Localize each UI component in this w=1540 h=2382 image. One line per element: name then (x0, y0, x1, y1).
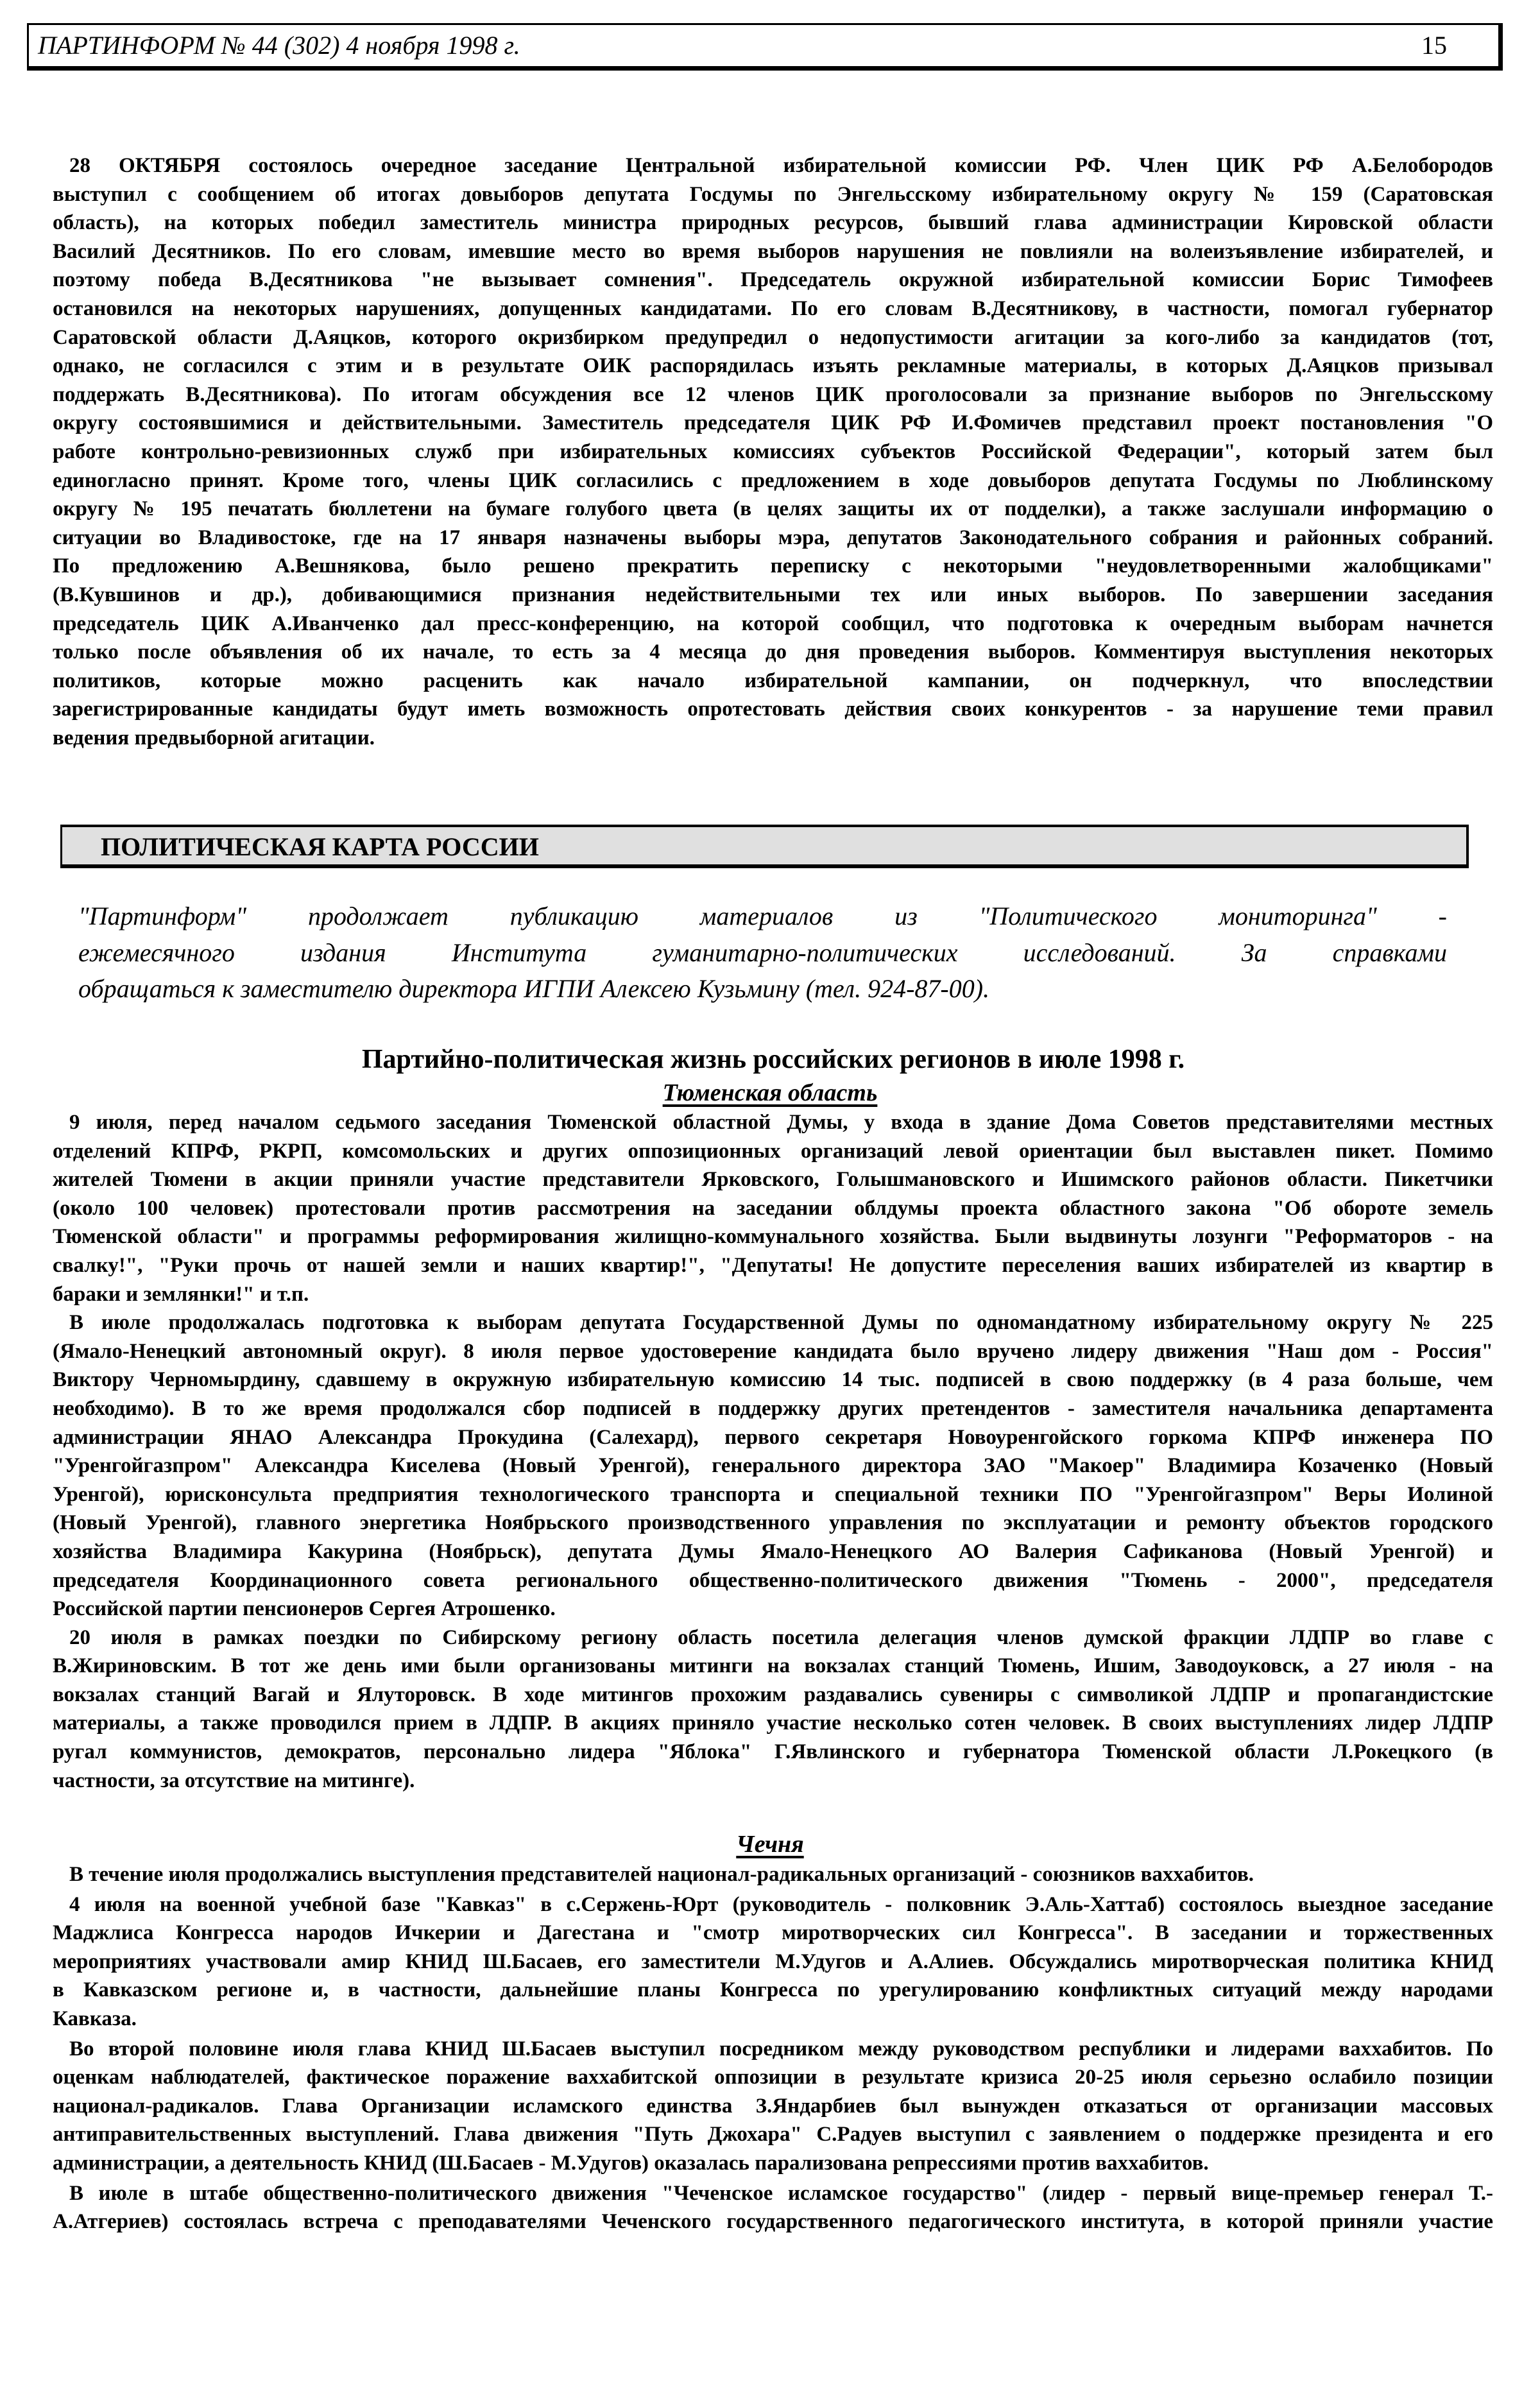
text-line: вокзалах станций Вагай и Ялуторовск. В ходе митингов прохожим раздавались сувениры с символикой ЛДПР и пропагандистские (53, 1683, 1493, 1706)
text-line: Тюменской области" и программы реформирования жилищно-коммунального хозяйства. Были выдвинуты лозунги "Реформаторов - на (53, 1225, 1493, 1249)
text-line: ругал коммунистов, демократов, персонально лидера "Яблока" Г.Явлинского и губернатора Тюменской области Л.Рокецкого (в (53, 1740, 1493, 1764)
text-line: А.Атгериев) состоялась встреча с преподавателями Чеченского государственного педагогического института, в которой приняли участие (53, 2210, 1493, 2234)
text-line: Маджлиса Конгресса народов Ичкерии и Дагестана и "смотр миротворческих сил Конгресса". В заседании и торжественных (53, 1921, 1493, 1945)
text-line: политиков, которые можно расценить как начало избирательной кампании, он подчеркнул, что впоследствии (53, 669, 1493, 692)
text-line: 4 июля на военной учебной базе "Кавказ" в с.Сержень-Юрт (руководитель - полковник Э.Аль-Хаттаб) состоялось выездное заседание (69, 1892, 1493, 1916)
text-line: В течение июля продолжались выступления представителей национал-радикальных организаций - союзников ваххабитов. (69, 1863, 1254, 1886)
paragraph (53, 151, 1493, 752)
text-line: 28 ОКТЯБРЯ состоялось очередное заседание Центральной избирательной комиссии РФ. Член ЦИК РФ А.Белобородов (69, 154, 1493, 177)
text-line: Кавказа. (53, 2007, 137, 2030)
text-line: "Уренгойгазпром" Александра Киселева (Новый Уренгой), генерального директора ЗАО "Макоер" Владимира Козаченко (Новый (53, 1454, 1493, 1478)
region-heading-chechnya (0, 1829, 1540, 1859)
text-line: Во второй половине июля глава КНИД Ш.Басаев выступил посредником между руководством республики и лидерами ваххабитов. По (69, 2037, 1493, 2061)
paragraph (53, 2179, 1493, 2236)
text-line: председатель ЦИК А.Иванченко дал пресс-конференцию, на которой сообщил, что подготовка к очередным выборам начнется (53, 612, 1493, 635)
text-line: Уренгой), юрисконсульта предприятия технологического транспорта и специальной техники ПО "Уренгойгазпром" Веры Иолиной (53, 1482, 1493, 1506)
paragraph (53, 1108, 1493, 1308)
region-text-chechnya (53, 1860, 1493, 2236)
text-line: однако, не согласился с этим и в результате ОИК распорядилась изъять рекламные материалы, в которых Д.Аяцков призывал (53, 354, 1493, 378)
text-line: необходимо). В то же время продолжался сбор подписей в поддержку других претендентов - заместителя начальника департамента (53, 1396, 1493, 1420)
text-line: бараки и землянки!" и т.п. (53, 1282, 309, 1306)
paragraph (53, 1860, 1493, 1889)
text-line: В.Жириновским. В тот же день ими были организованы митинги на вокзалах станций Тюмень, Ишим, Заводоуковск, а 27 июля - на (53, 1654, 1493, 1678)
paragraph (53, 1308, 1493, 1624)
text-line: выступил с сообщением об итогах довыборов депутата Госдумы по Энгельсскому избирательному округу № 159 (Саратовская (53, 182, 1493, 206)
intro-note (78, 898, 1447, 1007)
text-line: администрации, а деятельность КНИД (Ш.Басаев - М.Удугов) оказалась парализована репрессиями против ваххабитов. (53, 2151, 1209, 2175)
text-line: жителей Тюмени в акции приняли участие представители Ярковского, Голышмановского и Ишимского районов области. Пикетчики (53, 1168, 1493, 1192)
text-line: ситуации во Владивостоке, где на 17 января назначены выборы мэра, депутатов Законодательного собрания и районных собраний. (53, 526, 1493, 549)
cik-article (53, 151, 1493, 752)
page-number: 15 (1421, 31, 1447, 60)
text-line: (около 100 человек) протестовали против рассмотрения на заседании облдумы проекта областного закона "Об обороте земель (53, 1196, 1493, 1220)
text-line: Саратовской области Д.Аяцков, которого окризбирком предупредил о недопустимости агитации за кого-либо за кандидатов (тот, (53, 325, 1493, 349)
paragraph (53, 1890, 1493, 2034)
intro-line: обращаться к заместителю директора ИГПИ Алексею Кузьмину (тел. 924-87-00). (78, 974, 990, 1003)
text-line: только после объявления об их начале, то есть за 4 месяца до дня проведения выборов. Комментируя выступления некоторых (53, 640, 1493, 664)
article-title: Партийно-политическая жизнь российских регионов в июле 1998 г. (361, 1045, 1185, 1074)
text-line: единогласно принят. Кроме того, члены ЦИК согласились с предложением в ходе довыборов депутата Госдумы по Люблинскому (53, 468, 1493, 492)
region-text-tyumen (53, 1108, 1493, 1795)
text-line: В июле продолжалась подготовка к выборам депутата Государственной Думы по одномандатному избирательному округу № 225 (69, 1311, 1493, 1335)
text-line: область), на которых победил заместитель министра природных ресурсов, бывший глава администрации Кировской области (53, 211, 1493, 235)
text-line: национал-радикалов. Глава Организации исламского единства З.Яндарбиев был вынужден отказаться от организации массовых (53, 2094, 1493, 2118)
text-line: оценкам наблюдателей, фактическое поражение ваххабитской оппозиции в результате кризиса 20-25 июля серьезно ослабило позиции (53, 2066, 1493, 2089)
text-line: хозяйства Владимира Какурина (Ноябрьск), депутата Думы Ямало-Ненецкого АО Валерия Сафиканова (Новый Уренгой) и (53, 1539, 1493, 1563)
text-line: (Новый Уренгой), главного энергетика Ноябрьского производственного управления по эксплуатации и ремонту объектов городского (53, 1511, 1493, 1535)
text-line: Российской партии пенсионеров Сергея Атрошенко. (53, 1597, 556, 1621)
text-line: в Кавказском регионе и, в частности, дальнейшие планы Конгресса по урегулированию конфликтных ситуаций между народами (53, 1978, 1493, 2002)
text-line: 9 июля, перед началом седьмого заседания Тюменской областной Думы, у входа в здание Дома Советов представителями местных (69, 1111, 1493, 1134)
intro-line: "Партинформ" продолжает публикацию материалов из "Политического мониторинга" - (78, 902, 1447, 930)
text-line: остановился на некоторых нарушениях, допущенных кандидатами. По его словам В.Десятникову, в частности, помогал губернатор (53, 296, 1493, 320)
text-line: округу состоявшимися и действительными. Заместитель председателя ЦИК РФ И.Фомичев представил проект постановления "О (53, 411, 1493, 435)
text-line: администрации ЯНАО Александра Прокудина (Салехард), первого секретаря Новоуренгойского горкома КПРФ инженера ПО (53, 1425, 1493, 1449)
text-line: В июле в штабе общественно-политического движения "Чеченское исламское государство" (лидер - первый вице-премьер генерал Т.- (69, 2181, 1493, 2205)
page-header (27, 23, 1503, 71)
text-line: округу № 195 печатать бюллетени на бумаге голубого цвета (в целях защиты их от подделки), а также заслушали информацию о (53, 497, 1493, 521)
region-name: Тюменская область (662, 1079, 878, 1106)
text-line: (В.Кувшинов и др.), добивающимися признания недействительными тех или иных выборов. По завершении заседания (53, 583, 1493, 606)
text-line: частности, за отсутствие на митинге). (53, 1769, 415, 1792)
text-line: Виктору Черномырдину, сдавшему в окружную избирательную комиссию 14 тыс. подписей в свою поддержку (в 4 раза больше, чем (53, 1368, 1493, 1392)
text-line: (Ямало-Ненецкий автономный округ). 8 июля первое удостоверение кандидата было вручено лидеру движения "Наш дом - Россия" (53, 1339, 1493, 1363)
text-line: поддержать В.Десятникова). По итогам обсуждения все 12 членов ЦИК проголосовали за признание выборов по Энгельсскому (53, 382, 1493, 406)
text-line: 20 июля в рамках поездки по Сибирскому региону область посетила делегация членов думской фракции ЛДПР во главе с (69, 1625, 1493, 1649)
intro-line: ежемесячного издания Института гуманитарно-политических исследований. За справками (78, 938, 1447, 967)
text-line: мероприятиях участвовали амир КНИД Ш.Басаев, его заместители М.Удугов и А.Алиев. Обсуждались миротворческая политика КНИД (53, 1949, 1493, 1973)
text-line: зарегистрированные кандидаты будут иметь возможность опротестовать действия своих конкурентов - за нарушение теми правил (53, 698, 1493, 721)
text-line: материалы, а также проводился прием в ЛДПР. В акциях приняло участие несколько сотен человек. В своих выступлениях лидер ЛДПР (53, 1711, 1493, 1735)
publication-title: ПАРТИНФОРМ № 44 (302) 4 ноября 1998 г. (38, 31, 520, 60)
text-line: отделений КПРФ, РКРП, комсомольских и других оппозиционных организаций левой ориентации был выставлен пикет. Помимо (53, 1139, 1493, 1163)
text-line: По предложению А.Вешнякова, было решено прекратить переписку с некоторыми "неудовлетворенными жалобщиками" (53, 554, 1493, 578)
text-line: поэтому победа В.Десятникова "не вызывает сомнения". Председатель окружной избирательной комиссии Борис Тимофеев (53, 268, 1493, 292)
section-heading-bar (60, 825, 1469, 868)
text-line: работе контрольно-ревизионных служб при избирательных комиссиях субъектов Российской Федерации", который затем был (53, 440, 1493, 463)
text-line: свалку!", "Руки прочь от нашей земли и наших квартир!", "Депутаты! Не допустите переселения ваших избирателей из квартир в (53, 1253, 1493, 1277)
text-line: председателя Координационного совета регионального общественно-политического движения "Тюмень - 2000", председателя (53, 1568, 1493, 1592)
text-line: ведения предвыборной агитации. (53, 726, 375, 750)
paragraph (53, 2035, 1493, 2178)
section-heading: ПОЛИТИЧЕСКАЯ КАРТА РОССИИ (101, 832, 539, 861)
region-heading-tyumen (0, 1078, 1540, 1108)
paragraph (53, 1624, 1493, 1795)
text-line: Василий Десятников. По его словам, имевшие место во время выборов нарушения не повлияли на волеизъявление избирателей, и (53, 239, 1493, 263)
text-line: антиправительственных выступлений. Глава движения "Путь Джохара" С.Радуев выступил с заявлением о поддержке президента и его (53, 2123, 1493, 2146)
region-name: Чечня (736, 1831, 804, 1858)
